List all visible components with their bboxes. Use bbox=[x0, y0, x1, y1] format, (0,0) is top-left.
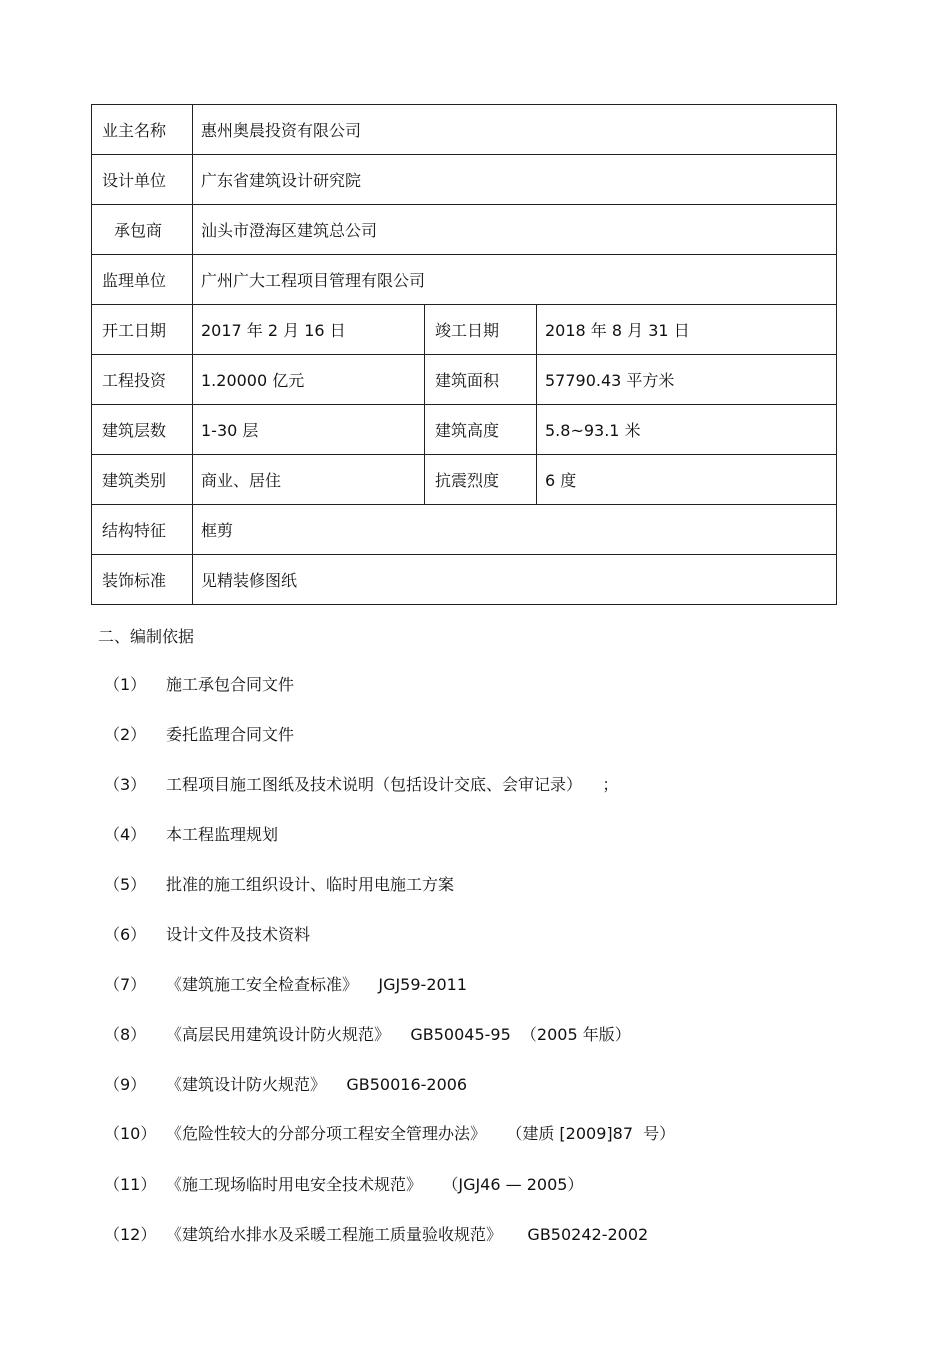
list-item-number: （10） bbox=[104, 1124, 157, 1143]
list-item-text: 《危险性较大的分部分项工程安全管理办法》 （建质 [2009]87 号） bbox=[166, 1124, 676, 1143]
floors-label: 建筑层数 bbox=[92, 405, 193, 455]
list-item-number: （1） bbox=[104, 675, 147, 694]
seismic-intensity-value: 6 度 bbox=[537, 455, 837, 505]
owner-name-label: 业主名称 bbox=[92, 105, 193, 155]
start-date-value: 2017 年 2 月 16 日 bbox=[193, 305, 425, 355]
list-item-text: 《建筑给水排水及采暖工程施工质量验收规范》 GB50242-2002 bbox=[166, 1225, 649, 1244]
list-item-number: （3） bbox=[104, 775, 147, 794]
building-area-value: 57790.43 平方米 bbox=[537, 355, 837, 405]
table-row bbox=[92, 355, 837, 405]
list-item-text: 《建筑施工安全检查标准》 JGJ59-2011 bbox=[166, 975, 468, 994]
list-item-text: 《施工现场临时用电安全技术规范》 （JGJ46 — 2005） bbox=[166, 1175, 584, 1194]
building-height-label: 建筑高度 bbox=[425, 405, 537, 455]
list-item-text: 《建筑设计防火规范》 GB50016-2006 bbox=[166, 1075, 468, 1094]
table-row bbox=[92, 105, 837, 155]
list-item-number: （8） bbox=[104, 1025, 147, 1044]
list-item-text: 施工承包合同文件 bbox=[166, 675, 295, 694]
list-item-number: （11） bbox=[104, 1175, 157, 1194]
table-row bbox=[92, 155, 837, 205]
list-item-text: 《高层民用建筑设计防火规范》 GB50045-95 （2005 年版） bbox=[166, 1025, 631, 1044]
building-area-label: 建筑面积 bbox=[425, 355, 537, 405]
list-item-number: （6） bbox=[104, 925, 147, 944]
list-item-text: 工程项目施工图纸及技术说明（包括设计交底、会审记录） ； bbox=[166, 775, 619, 794]
building-category-value: 商业、居住 bbox=[193, 455, 425, 505]
project-info-table bbox=[91, 104, 837, 605]
table-row bbox=[92, 405, 837, 455]
contractor-value: 汕头市澄海区建筑总公司 bbox=[193, 205, 837, 255]
list-item-text: 设计文件及技术资料 bbox=[166, 925, 311, 944]
table-row bbox=[92, 555, 837, 605]
seismic-intensity-label: 抗震烈度 bbox=[425, 455, 537, 505]
list-item-number: （7） bbox=[104, 975, 147, 994]
decoration-standard-value: 见精装修图纸 bbox=[193, 555, 837, 605]
list-item-text: 委托监理合同文件 bbox=[166, 725, 295, 744]
structure-label: 结构特征 bbox=[92, 505, 193, 555]
building-category-label: 建筑类别 bbox=[92, 455, 193, 505]
table-row bbox=[92, 305, 837, 355]
building-height-value: 5.8~93.1 米 bbox=[537, 405, 837, 455]
completion-date-value: 2018 年 8 月 31 日 bbox=[537, 305, 837, 355]
design-unit-value: 广东省建筑设计研究院 bbox=[193, 155, 837, 205]
design-unit-label: 设计单位 bbox=[92, 155, 193, 205]
investment-value: 1.20000 亿元 bbox=[193, 355, 425, 405]
list-item-number: （9） bbox=[104, 1075, 147, 1094]
list-item-number: （12） bbox=[104, 1225, 157, 1244]
table-row bbox=[92, 455, 837, 505]
floors-value: 1-30 层 bbox=[193, 405, 425, 455]
list-item-number: （4） bbox=[104, 825, 147, 844]
owner-name-value: 惠州奥晨投资有限公司 bbox=[193, 105, 837, 155]
table-row bbox=[92, 255, 837, 305]
list-item-text: 批准的施工组织设计、临时用电施工方案 bbox=[166, 875, 455, 894]
decoration-standard-label: 装饰标准 bbox=[92, 555, 193, 605]
completion-date-label: 竣工日期 bbox=[425, 305, 537, 355]
section-heading: 二、编制依据 bbox=[98, 627, 195, 646]
table-row bbox=[92, 205, 837, 255]
contractor-label: 承包商 bbox=[92, 205, 193, 255]
table-row bbox=[92, 505, 837, 555]
supervision-unit-value: 广州广大工程项目管理有限公司 bbox=[193, 255, 837, 305]
structure-value: 框剪 bbox=[193, 505, 837, 555]
investment-label: 工程投资 bbox=[92, 355, 193, 405]
list-item-number: （5） bbox=[104, 875, 147, 894]
list-item-text: 本工程监理规划 bbox=[166, 825, 279, 844]
list-item-number: （2） bbox=[104, 725, 147, 744]
supervision-unit-label: 监理单位 bbox=[92, 255, 193, 305]
start-date-label: 开工日期 bbox=[92, 305, 193, 355]
